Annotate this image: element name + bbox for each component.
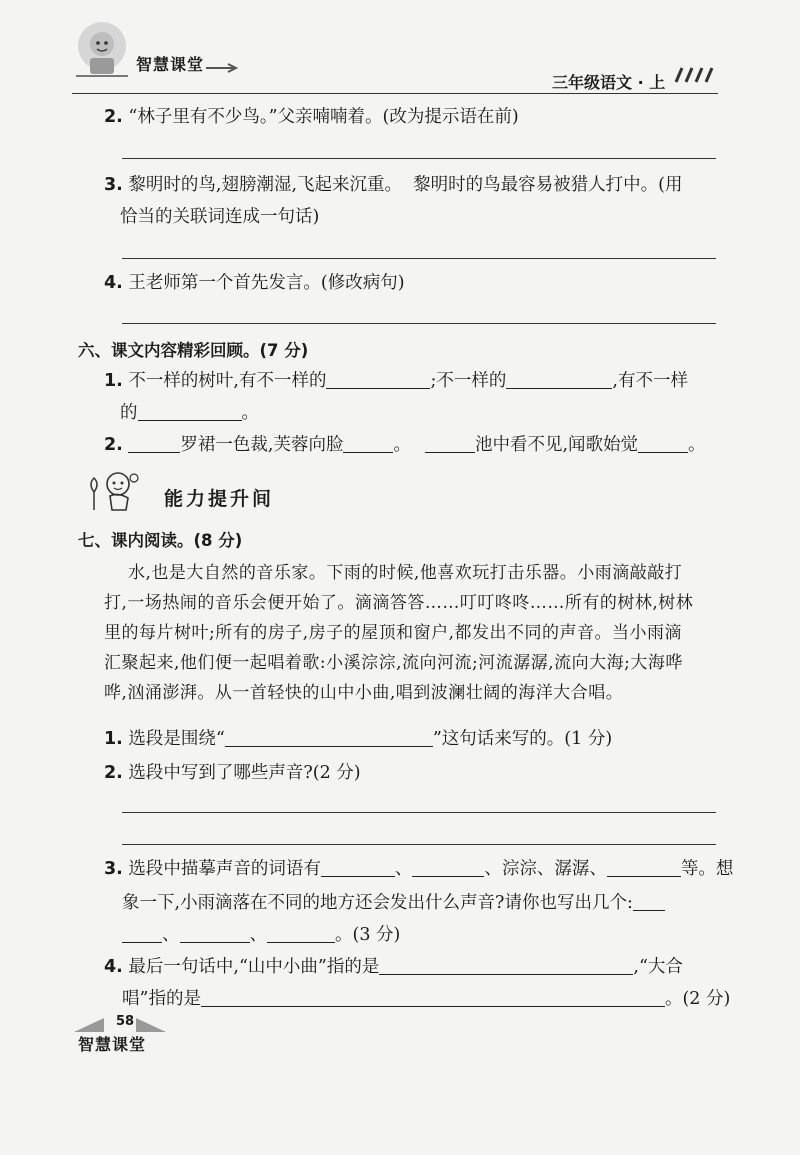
q7-3-blank-5[interactable] xyxy=(122,925,162,943)
q7-3-blank-2[interactable] xyxy=(412,859,484,877)
q5-4-answer-line[interactable] xyxy=(122,323,716,324)
passage-line-2: 打,一场热闹的音乐会便开始了。滴滴答答……叮叮咚咚……所有的树林,树林 xyxy=(104,593,694,613)
q7-2: 2. 选段中写到了哪些声音?(2 分) xyxy=(104,763,361,783)
q7-2-answer-line-1[interactable] xyxy=(122,812,716,813)
q5-2: 2. “林子里有不少鸟。”父亲喃喃着。(改为提示语在前) xyxy=(104,107,519,127)
q7-3-blank-1[interactable] xyxy=(321,859,395,877)
q7-1-blank[interactable] xyxy=(225,729,433,747)
header-illustration xyxy=(72,18,132,80)
q5-3: 3. 黎明时的鸟,翅膀潮湿,飞起来沉重。 黎明时的鸟最容易被猎人打中。(用 xyxy=(104,175,683,195)
q5-3-line2: 恰当的关联词连成一句话) xyxy=(120,207,320,227)
q7-4-blank-1[interactable] xyxy=(379,957,633,975)
section7-title: 七、课内阅读。(8 分) xyxy=(78,531,243,550)
q6-2-blank-4[interactable] xyxy=(638,435,688,453)
footer-brand: 智慧课堂 xyxy=(78,1035,147,1054)
q6-2: 2. 罗裙一色裁,芙蓉向脸 。 池中看不见,闻歌始觉 。 xyxy=(104,435,706,455)
q5-3-answer-line[interactable] xyxy=(122,258,716,259)
q7-3-line3: 、 、 。(3 分) xyxy=(122,924,400,946)
q6-1-blank-3[interactable] xyxy=(138,403,242,421)
q6-1: 1. 不一样的树叶,有不一样的 ;不一样的 ,有不一样 xyxy=(104,371,688,391)
q6-2-blank-3[interactable] xyxy=(425,435,475,453)
q6-1-blank-2[interactable] xyxy=(506,371,612,389)
passage-line-4: 汇聚起来,他们便一起唱着歌:小溪淙淙,流向河流;河流潺潺,流向大海;大海哗 xyxy=(104,653,683,673)
q7-3-blank-3[interactable] xyxy=(607,859,681,877)
q6-1-blank-1[interactable] xyxy=(326,371,430,389)
passage-line-1: 水,也是大自然的音乐家。下雨的时候,他喜欢玩打击乐器。小雨滴敲敲打 xyxy=(128,563,683,583)
q7-3-line2: 象一下,小雨滴落在不同的地方还会发出什么声音?请你也写出几个: xyxy=(122,892,665,914)
banner-kid-icon xyxy=(84,470,142,514)
page-number: 58 xyxy=(116,1014,135,1029)
q7-3-blank-7[interactable] xyxy=(267,925,335,943)
section6-title: 六、课文内容精彩回顾。(7 分) xyxy=(78,341,309,360)
q7-4-line2: 唱”指的是 。(2 分) xyxy=(122,989,731,1009)
q7-1: 1. 选段是围绕“ ”这句话来写的。(1 分) xyxy=(104,729,613,749)
header-subject: 三年级语文 · 上 xyxy=(552,73,666,92)
q5-4: 4. 王老师第一个首先发言。(修改病句) xyxy=(104,273,405,293)
passage-line-5: 哗,汹涌澎湃。从一首轻快的山中小曲,唱到波澜壮阔的海洋大合唱。 xyxy=(104,683,624,703)
q6-2-blank-2[interactable] xyxy=(343,435,393,453)
q6-1-line2: 的 。 xyxy=(120,403,259,423)
q7-3-blank-6[interactable] xyxy=(180,925,250,943)
header-brand: 智慧课堂 xyxy=(136,55,205,74)
header-stripes xyxy=(668,66,716,88)
q5-2-answer-line[interactable] xyxy=(122,158,716,159)
banner-title: 能力提升间 xyxy=(164,488,275,510)
q7-2-answer-line-2[interactable] xyxy=(122,844,716,845)
passage-line-3: 里的每片树叶;所有的房子,房子的屋顶和窗户,都发出不同的声音。当小雨滴 xyxy=(104,623,683,643)
header-arrow-icon xyxy=(206,58,240,77)
q7-3-blank-4[interactable] xyxy=(633,893,665,911)
q7-3: 3. 选段中描摹声音的词语有 、 、淙淙、潺潺、 等。想 xyxy=(104,859,734,879)
q6-2-blank-1[interactable] xyxy=(128,435,180,453)
q7-4: 4. 最后一句话中,“山中小曲”指的是 ,“大合 xyxy=(104,957,683,977)
q7-4-blank-2[interactable] xyxy=(201,989,665,1007)
header-rule xyxy=(72,93,718,94)
